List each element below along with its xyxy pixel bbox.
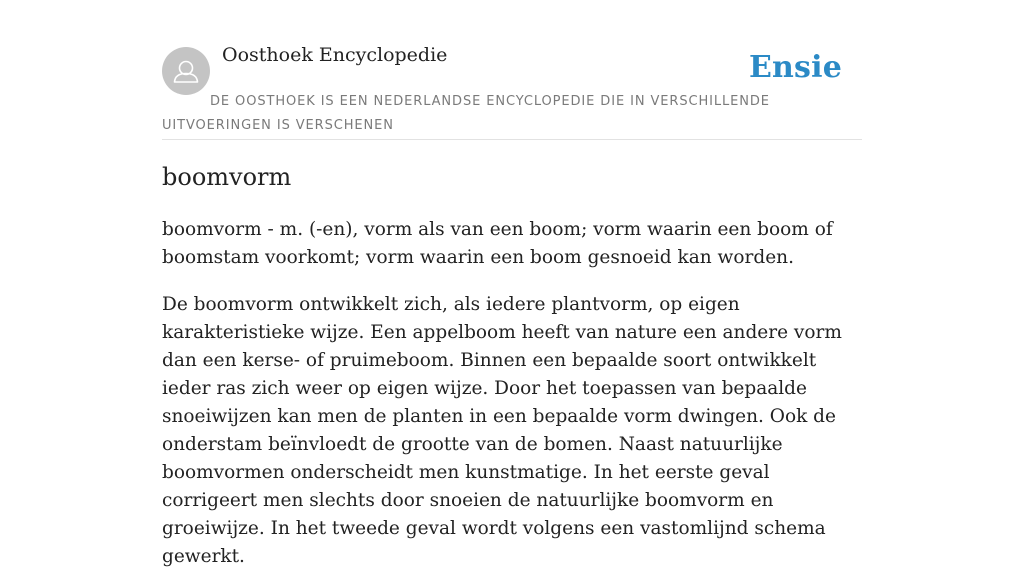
source-header: [162, 0, 862, 140]
source-title[interactable]: Oosthoek Encyclopedie: [222, 44, 448, 66]
body-paragraph: De boomvorm ontwikkelt zich, als iedere plantvorm, op eigen karakteristieke wijze. Een appelboom heeft van nature een andere vorm dan een kerse- of pruimeboom. Binnen een bepaalde soort ontwikkelt ieder ras zich weer op eigen wijze. Door het toepassen van bepaalde snoeiwijzen kan men de planten in een bepaalde vorm dwingen. Ook de onderstam beïnvloedt de grootte van de bomen. Naast natuurlijke boomvormen onderscheidt men kunstmatige. In het eerste geval corrigeert men slechts door snoeien de natuurlijke boomvorm en groeiwijze. In het tweede geval wordt volgens een vastomlijnd schema gewerkt.: [162, 294, 842, 567]
source-description: DE OOSTHOEK IS EEN NEDERLANDSE ENCYCLOPEDIE DIE IN VERSCHILLENDE UITVOERINGEN IS VERSCHENEN: [162, 94, 770, 133]
brand-logo[interactable]: Ensie: [748, 50, 842, 85]
definition-paragraph: boomvorm - m. (-en), vorm als van een boom; vorm waarin een boom of boomstam voorkomt; vorm waarin een boom gesnoeid kan worden.: [162, 219, 833, 268]
content-container: [162, 0, 862, 567]
article-title: boomvorm: [162, 163, 292, 191]
user-silhouette-icon: [162, 47, 210, 95]
avatar[interactable]: [162, 47, 210, 95]
